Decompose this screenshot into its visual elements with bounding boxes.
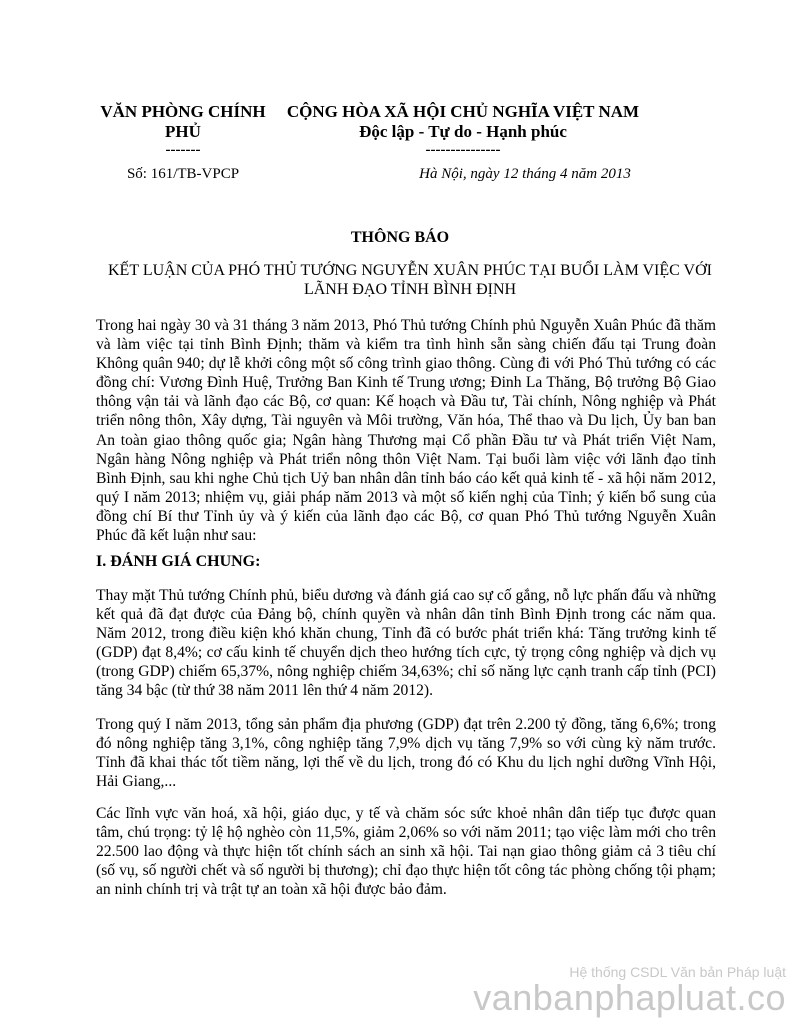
document-date: Hà Nội, ngày 12 tháng 4 năm 2013 bbox=[419, 166, 631, 182]
motto-divider: --------------- bbox=[425, 142, 501, 158]
watermark-caption: Hệ thống CSDL Văn bản Pháp luật bbox=[569, 964, 786, 980]
agency-divider: ------- bbox=[165, 142, 201, 158]
subtitle-line-1: KẾT LUẬN CỦA PHÓ THỦ TƯỚNG NGUYỄN XUÂN PHÚC TẠI BUỔI LÀM VIỆC VỚI bbox=[108, 262, 712, 279]
issuing-agency bbox=[98, 102, 268, 158]
section-heading: I. ĐÁNH GIÁ CHUNG: bbox=[96, 553, 261, 570]
agency-line-1: VĂN PHÒNG CHÍNH bbox=[100, 102, 266, 121]
watermark-site: vanbanphapluat.co bbox=[473, 977, 786, 1018]
nation-motto: Độc lập - Tự do - Hạnh phúc bbox=[359, 122, 567, 141]
body-paragraph-1: Thay mặt Thủ tướng Chính phủ, biểu dương và đánh giá cao sự cố gắng, nỗ lực phấn đấu và những kết quả đã đạt được của Đảng bộ, chính quyền và nhân dân tỉnh Bình Định trong các năm qua. Năm 2012, trong điều kiện khó khăn chung, Tỉnh đã có bước phát triển khá: Tăng trưởng kinh tế (GDP) đạt 8,4%; cơ cấu kinh tế chuyển dịch theo hướng tích cực, tỷ trọng công nghiệp và dịch vụ (trong GDP) chiếm 65,37%, nông nghiệp chiếm 34,63%; chỉ số năng lực cạnh tranh cấp tỉnh (PCI) tăng 34 bậc (từ thứ 38 năm 2011 lên thứ 4 năm 2012). bbox=[96, 587, 716, 700]
body-paragraph-2: Trong quý I năm 2013, tổng sản phẩm địa phương (GDP) đạt trên 2.200 tỷ đồng, tăng 6,6%; trong đó nông nghiệp tăng 3,1%, công nghiệp tăng 7,9% dịch vụ tăng 7,9% so với cùng kỳ năm trước. Tỉnh đã khai thác tốt tiềm năng, lợi thế về du lịch, trong đó có Khu du lịch nghỉ dưỡng Vĩnh Hội, Hải Giang,... bbox=[96, 716, 716, 791]
subtitle-line-2: LÃNH ĐẠO TỈNH BÌNH ĐỊNH bbox=[303, 281, 517, 298]
document-subtitle bbox=[90, 261, 730, 299]
intro-paragraph: Trong hai ngày 30 và 31 tháng 3 năm 2013, Phó Thủ tướng Chính phủ Nguyễn Xuân Phúc đã thăm và làm việc tại tỉnh Bình Định; thăm và kiểm tra tình hình sẵn sàng chiến đấu tại Trung đoàn Không quân 940; dự lễ khởi công một số công trình giao thông. Cùng đi với Phó Thủ tướng có các đồng chí: Vương Đình Huệ, Trưởng Ban Kinh tế Trung ương; Đinh La Thăng, Bộ trưởng Bộ Giao thông vận tải và lãnh đạo các Bộ, cơ quan: Kế hoạch và Đầu tư, Tài chính, Nông nghiệp và Phát triển nông thôn, Xây dựng, Tài nguyên và Môi trường, Văn hóa, Thể thao và Du lịch, Ủy ban ban An toàn giao thông quốc gia; Ngân hàng Thương mại Cổ phần Đầu tư và Phát triển Việt Nam, Ngân hàng Nông nghiệp và Phát triển nông thôn Việt Nam. Tại buổi làm việc với lãnh đạo tỉnh Bình Định, sau khi nghe Chủ tịch Uỷ ban nhân dân tỉnh báo cáo kết quả kinh tế - xã hội năm 2012, quý I năm 2013; nhiệm vụ, giải pháp năm 2013 và một số kiến nghị của Tỉnh; ý kiến bổ sung của đồng chí Bí thư Tỉnh ủy và ý kiến của lãnh đạo các Bộ, cơ quan Phó Thủ tướng Nguyễn Xuân Phúc đã kết luận như sau: bbox=[96, 317, 716, 545]
document-title: THÔNG BÁO bbox=[350, 229, 450, 246]
document-number: Số: 161/TB-VPCP bbox=[126, 166, 240, 182]
body-paragraph-3: Các lĩnh vực văn hoá, xã hội, giáo dục, y tế và chăm sóc sức khoẻ nhân dân tiếp tục được quan tâm, chú trọng: tỷ lệ hộ nghèo còn 11,5%, giảm 2,06% so với năm 2011; tạo việc làm mới cho trên 22.500 lao động và thực hiện tốt chính sách an sinh xã hội. Tai nạn giao thông giảm cả 3 tiêu chí (số vụ, số người chết và số người bị thương); chỉ đạo thực hiện tốt công tác phòng chống tội phạm; an ninh chính trị và trật tự an toàn xã hội được bảo đảm. bbox=[96, 805, 716, 899]
national-motto bbox=[284, 102, 642, 158]
nation-name: CỘNG HÒA XÃ HỘI CHỦ NGHĨA VIỆT NAM bbox=[286, 102, 640, 121]
agency-line-2: PHỦ bbox=[165, 122, 201, 141]
